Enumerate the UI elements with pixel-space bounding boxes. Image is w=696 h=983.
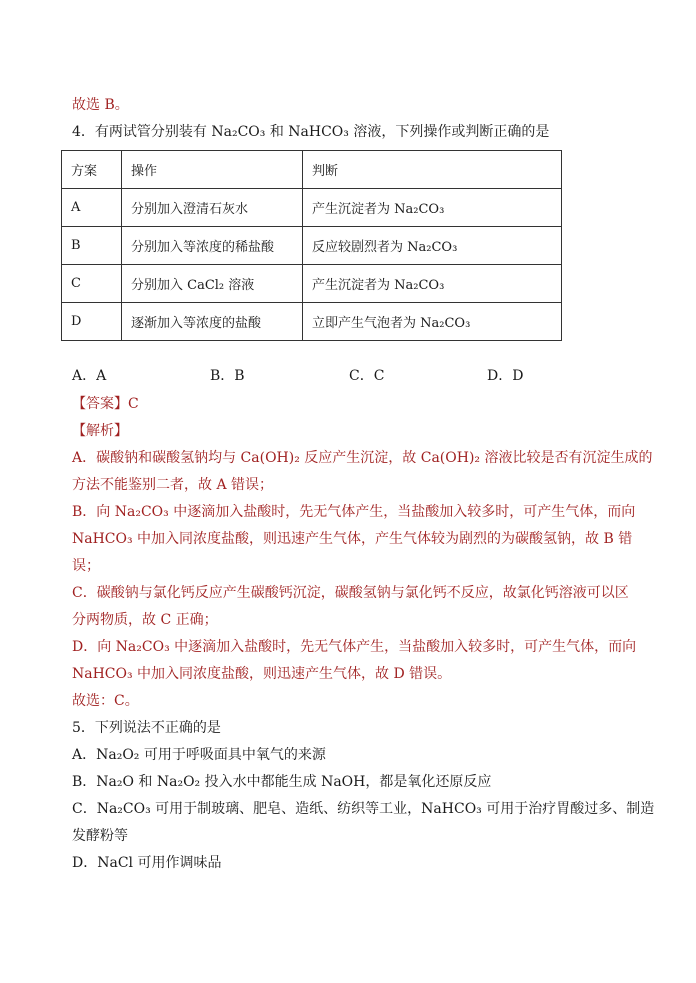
question-4-stem: 4．有两试管分别装有 Na₂CO₃ 和 NaHCO₃ 溶液，下列操作或判断正确的是 [72, 124, 550, 140]
table-row [62, 189, 562, 227]
analysis-line: 误； [72, 558, 100, 574]
previous-conclusion: 故选 B。 [72, 97, 129, 113]
q5-option-a: A．Na₂O₂ 可用于呼吸面具中氧气的来源 [72, 747, 326, 763]
table-cell: 产生沉淀者为 Na₂CO₃ [303, 189, 562, 227]
option-d: D．D [487, 368, 524, 384]
question-4-options [72, 366, 632, 386]
analysis-line: NaHCO₃ 中加入同浓度盐酸，则迅速产生气体，产生气体较为剧烈的为碳酸氢钠，故 B 错 [72, 531, 633, 547]
option-a: A．A [72, 368, 107, 384]
table-row [62, 303, 562, 341]
table-cell: 反应较剧烈者为 Na₂CO₃ [303, 227, 562, 265]
q5-option-b: B．Na₂O 和 Na₂O₂ 投入水中都能生成 NaOH，都是氧化还原反应 [72, 774, 492, 790]
answer-value: C [128, 396, 139, 412]
question-5-stem: 5．下列说法不正确的是 [72, 720, 221, 736]
table-header-cell: 操作 [122, 151, 303, 189]
answer-label: 【答案】 [72, 396, 128, 412]
q5-option-c-continued: 发酵粉等 [72, 828, 128, 844]
q5-option-c: C．Na₂CO₃ 可用于制玻璃、肥皂、造纸、纺织等工业，NaHCO₃ 可用于治疗胃酸过多、制造 [72, 801, 655, 817]
table-cell: 分别加入等浓度的稀盐酸 [122, 227, 303, 265]
answer-line [72, 394, 139, 414]
table-cell: 分别加入澄清石灰水 [122, 189, 303, 227]
table-cell: B [62, 227, 122, 265]
analysis-line: 分两物质，故 C 正确； [72, 612, 218, 628]
table-cell: A [62, 189, 122, 227]
table-row [62, 227, 562, 265]
table-cell: 产生沉淀者为 Na₂CO₃ [303, 265, 562, 303]
analysis-line: NaHCO₃ 中加入同浓度盐酸，则迅速产生气体，故 D 错误。 [72, 666, 452, 682]
option-c: C．C [349, 368, 385, 384]
table-cell: D [62, 303, 122, 341]
table-cell: 逐渐加入等浓度的盐酸 [122, 303, 303, 341]
table-cell: 分别加入 CaCl₂ 溶液 [122, 265, 303, 303]
table-cell: 立即产生气泡者为 Na₂CO₃ [303, 303, 562, 341]
analysis-line: 方法不能鉴别二者，故 A 错误； [72, 477, 274, 493]
analysis-conclusion: 故选：C。 [72, 693, 139, 709]
analysis-line: A．碳酸钠和碳酸氢钠均与 Ca(OH)₂ 反应产生沉淀，故 Ca(OH)₂ 溶液比较是否有沉淀生成的 [72, 450, 653, 466]
table-row [62, 265, 562, 303]
question-4-table [61, 150, 562, 341]
option-b: B．B [210, 368, 245, 384]
analysis-line: C．碳酸钠与氯化钙反应产生碳酸钙沉淀，碳酸氢钠与氯化钙不反应，故氯化钙溶液可以区 [72, 585, 629, 601]
table-header-cell: 方案 [62, 151, 122, 189]
analysis-label: 【解析】 [72, 423, 128, 439]
table-cell: C [62, 265, 122, 303]
analysis-line: B．向 Na₂CO₃ 中逐滴加入盐酸时，先无气体产生，当盐酸加入较多时，可产生气体，而向 [72, 504, 636, 520]
analysis-line: D．向 Na₂CO₃ 中逐滴加入盐酸时，先无气体产生，当盐酸加入较多时，可产生气体，而向 [72, 639, 637, 655]
table-header-cell: 判断 [303, 151, 562, 189]
table-header-row [62, 151, 562, 189]
q5-option-d: D．NaCl 可用作调味品 [72, 855, 222, 871]
